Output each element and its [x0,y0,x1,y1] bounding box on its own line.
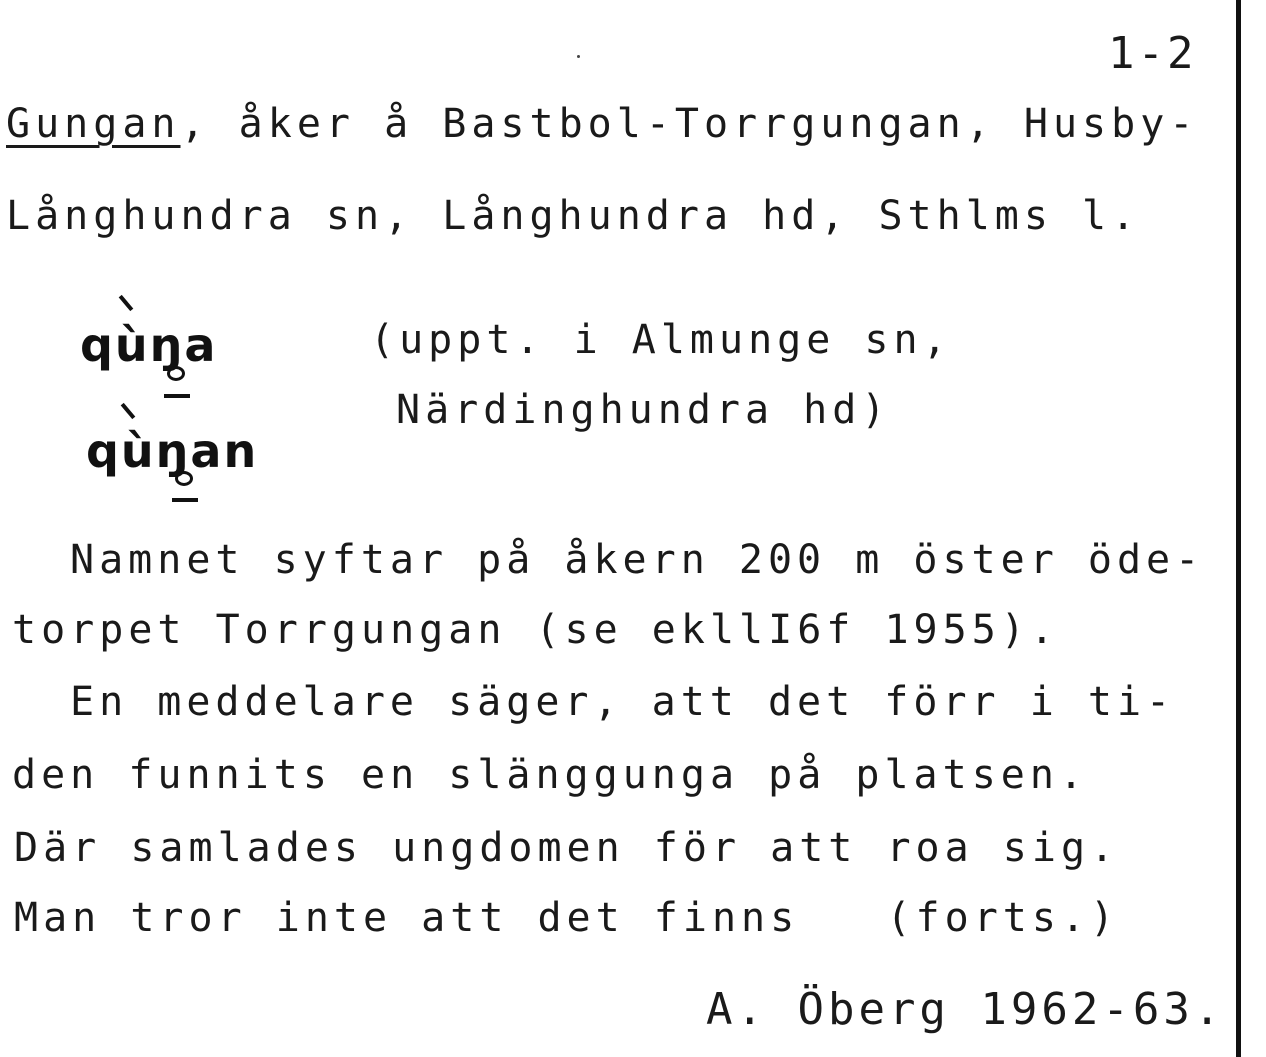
recording-note-line-2: Närdinghundra hd) [396,387,891,433]
body-line-2: torpet Torrgungan (se ekllI6f 1955). [12,607,1059,653]
body-line-6: Man tror inte att det finns (forts.) [14,895,1120,941]
grave-accent-mark [121,403,136,419]
signature: A. Öberg 1962-63. [706,984,1225,1035]
grave-accent-mark [119,295,134,311]
recording-note-line-1: (uppt. i Almunge sn, [370,317,952,363]
speck-mark [577,55,580,58]
underline-mark [172,498,198,502]
body-line-4: den funnits en slänggunga på platsen. [12,752,1089,798]
body-line-5: Där samlades ungdomen för att roa sig. [14,825,1120,871]
underline-mark [164,394,190,398]
page-number: 1-2 [1108,28,1197,79]
location-line: Långhundra sn, Långhundra hd, Sthlms l. [6,193,1141,239]
body-line-1: Namnet syftar på åkern 200 m öster öde- [70,537,1205,583]
phonetic-transcription-2: qùŋan [86,424,259,478]
headword-line [6,101,1199,147]
card-edge-line [1236,0,1241,1057]
length-ring-mark [175,471,193,486]
length-ring-mark [167,366,185,381]
body-line-3: En meddelare säger, att det förr i ti- [70,679,1176,725]
headword: Gungan [6,101,181,147]
headword-description: , åker å Bastbol-Torrgungan, Husby- [180,101,1199,147]
phonetic-transcription-1: qùŋa [80,318,218,372]
